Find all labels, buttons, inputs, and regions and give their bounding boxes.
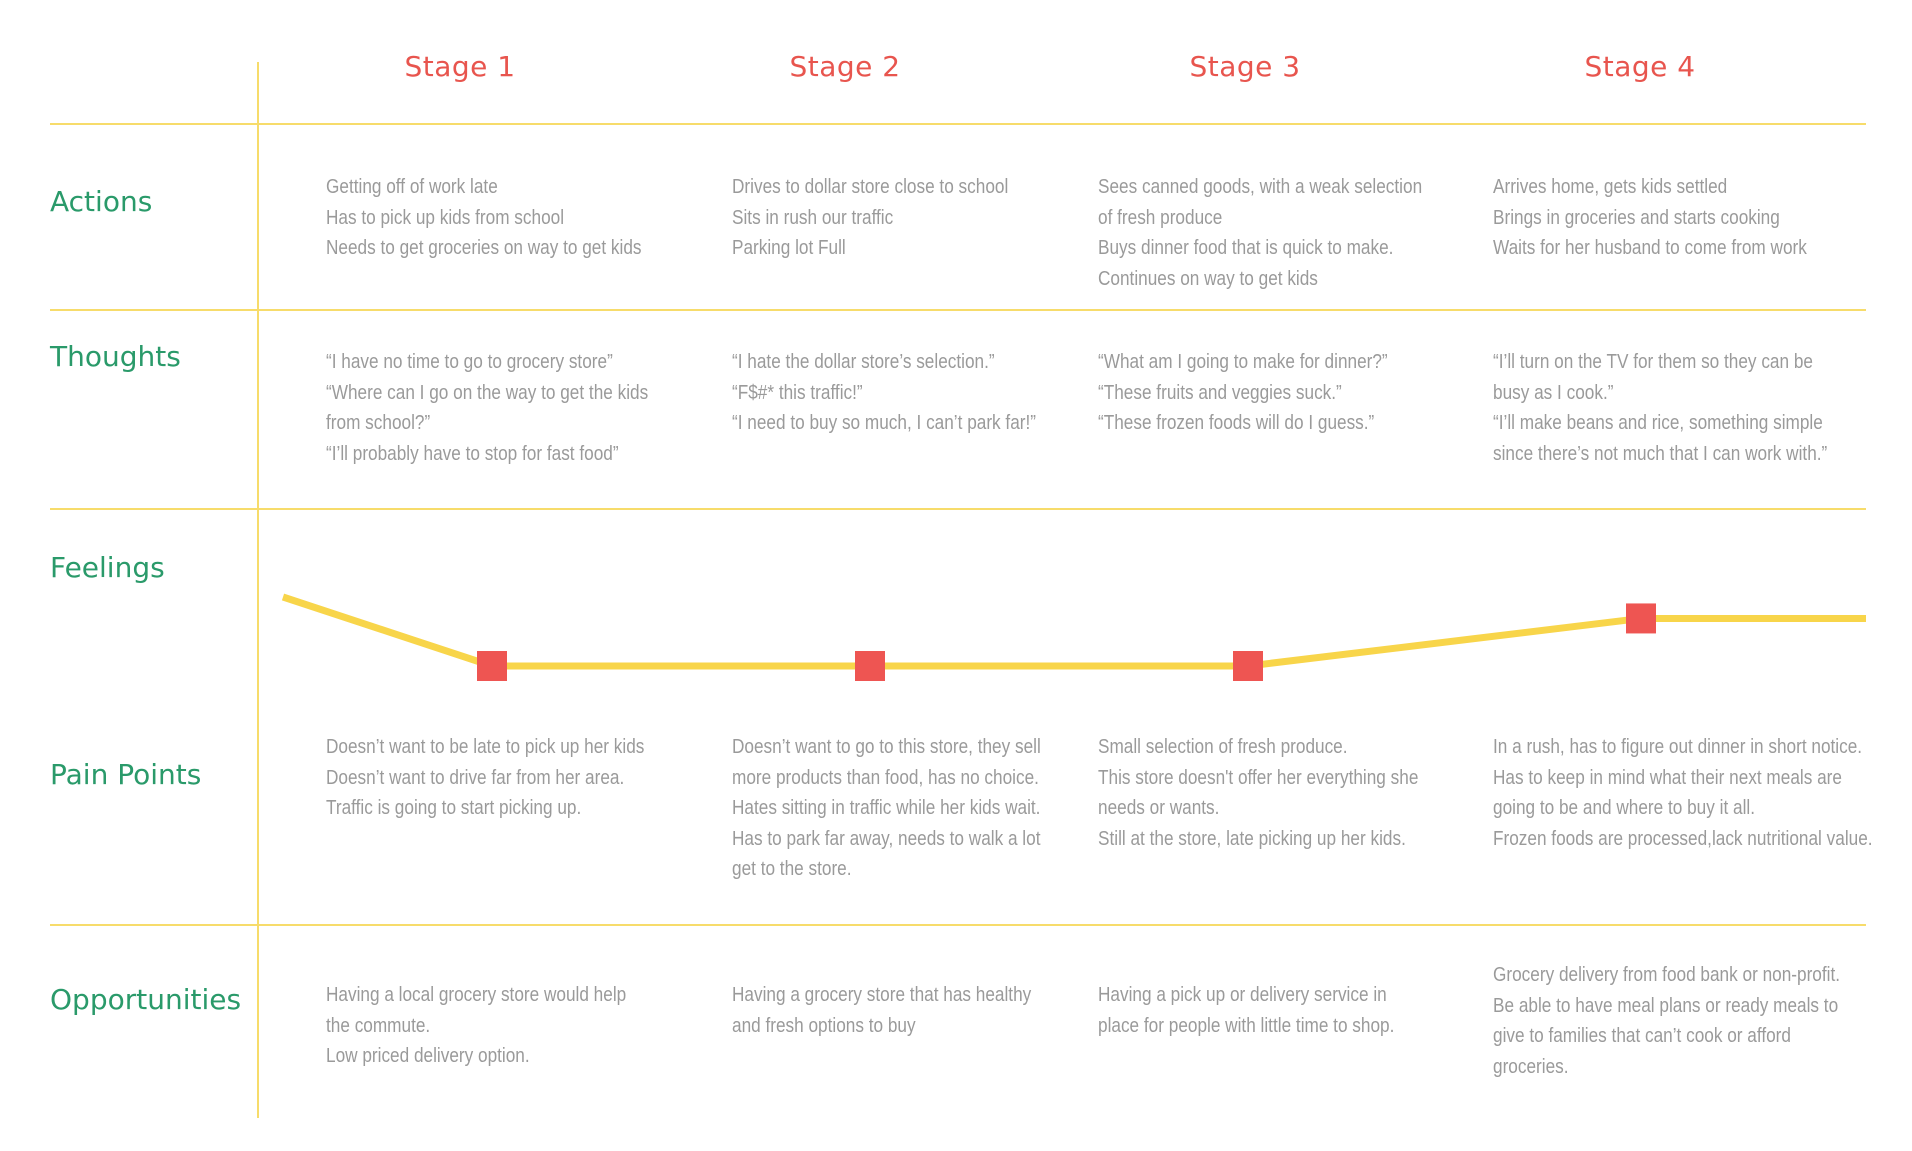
opportunities-stage-3 [1098, 980, 1394, 1041]
pain-points-stage-1-line: Doesn’t want to drive far from her area. [326, 766, 625, 789]
pain-points-stage-2 [732, 732, 1041, 885]
actions-stage-3-line: Buys dinner food that is quick to make. [1098, 237, 1394, 259]
opportunities-stage-3-line: place for people with little time to shop. [1098, 1014, 1395, 1037]
thoughts-stage-2-line: “I hate the dollar store’s selection.” [732, 351, 995, 373]
thoughts-stage-4-line: “I’ll turn on the TV for them so they can be [1493, 351, 1813, 373]
actions-stage-3-line: Continues on way to get kids [1098, 267, 1318, 290]
actions-stage-1-line: Getting off of work late [326, 176, 498, 198]
actions-stage-2-line: Sits in rush our traffic [732, 206, 894, 229]
stage-1-title: Stage 1 [404, 50, 516, 83]
pain-points-stage-4 [1493, 732, 1873, 854]
row-label-thoughts: Thoughts [50, 340, 181, 373]
actions-stage-4-line: Waits for her husband to come from work [1493, 237, 1807, 259]
opportunities-stage-4-line: groceries. [1493, 1055, 1569, 1078]
opportunities-stage-4-line: give to families that can’t cook or afford [1493, 1025, 1791, 1047]
thoughts-stage-1-line: from school?” [326, 412, 431, 434]
pain-points-stage-3-line: needs or wants. [1098, 797, 1220, 819]
actions-stage-1-line: Needs to get groceries on way to get kids [326, 237, 642, 259]
opportunities-stage-4 [1493, 960, 1840, 1082]
thoughts-stage-4-line: “I’ll make beans and rice, something simple [1493, 412, 1823, 434]
pain-points-stage-2-line: Has to park far away, needs to walk a lot [732, 827, 1041, 850]
thoughts-stage-3-line: “These fruits and veggies suck.” [1098, 381, 1342, 404]
opportunities-stage-2-line: and fresh options to buy [732, 1014, 916, 1037]
actions-stage-1-line: Has to pick up kids from school [326, 206, 565, 229]
feeling-marker-stage-4 [1626, 603, 1656, 633]
opportunities-stage-1-line: the commute. [326, 1014, 431, 1037]
pain-points-stage-4-line: In a rush, has to figure out dinner in short notice. [1493, 736, 1863, 758]
opportunities-stage-1-line: Having a local grocery store would help [326, 984, 627, 1006]
thoughts-stage-3-line: “These frozen foods will do I guess.” [1098, 412, 1375, 434]
pain-points-stage-3-line: Still at the store, late picking up her kids. [1098, 827, 1406, 850]
feeling-marker-stage-3 [1233, 651, 1263, 681]
thoughts-stage-4-line: busy as I cook.” [1493, 381, 1614, 404]
pain-points-stage-1-line: Doesn’t want to be late to pick up her kids [326, 736, 645, 758]
opportunities-stage-2 [732, 980, 1031, 1041]
thoughts-stage-2-line: “F$#* this traffic!” [732, 381, 863, 404]
opportunities-stage-4-line: Be able to have meal plans or ready meals to [1493, 994, 1839, 1017]
actions-stage-2-line: Drives to dollar store close to school [732, 176, 1009, 198]
actions-stage-2-line: Parking lot Full [732, 237, 846, 259]
thoughts-stage-2-line: “I need to buy so much, I can’t park far!” [732, 412, 1037, 434]
pain-points-stage-3 [1098, 732, 1418, 854]
pain-points-stage-3-line: This store doesn't offer her everything she [1098, 766, 1419, 789]
pain-points-stage-1-line: Traffic is going to start picking up. [326, 797, 582, 819]
thoughts-stage-1-line: “I have no time to go to grocery store” [326, 351, 613, 373]
feeling-marker-stage-1 [477, 651, 507, 681]
pain-points-stage-2-line: Hates sitting in traffic while her kids wait. [732, 797, 1041, 819]
actions-stage-3-line: of fresh produce [1098, 206, 1223, 229]
actions-stage-3-line: Sees canned goods, with a weak selection [1098, 176, 1423, 198]
opportunities-stage-1 [326, 980, 626, 1072]
opportunities-stage-3-line: Having a pick up or delivery service in [1098, 984, 1387, 1006]
opportunities-stage-2-line: Having a grocery store that has healthy [732, 984, 1032, 1006]
thoughts-stage-3-line: “What am I going to make for dinner?” [1098, 351, 1388, 373]
opportunities-stage-4-line: Grocery delivery from food bank or non-profit. [1493, 964, 1841, 986]
opportunities-stage-1-line: Low priced delivery option. [326, 1045, 530, 1067]
thoughts-stage-1-line: “Where can I go on the way to get the kids [326, 381, 649, 404]
thoughts-stage-1-line: “I’ll probably have to stop for fast food” [326, 442, 619, 465]
pain-points-stage-3-line: Small selection of fresh produce. [1098, 736, 1348, 758]
pain-points-stage-2-line: get to the store. [732, 858, 852, 880]
row-label-feelings: Feelings [50, 551, 165, 584]
pain-points-stage-2-line: Doesn’t want to go to this store, they sell [732, 736, 1041, 758]
pain-points-stage-1 [326, 732, 644, 824]
stage-3-title: Stage 3 [1189, 50, 1301, 83]
stage-4-title: Stage 4 [1584, 50, 1696, 83]
row-label-pain-points: Pain Points [50, 758, 202, 791]
pain-points-stage-2-line: more products than food, has no choice. [732, 766, 1039, 789]
actions-stage-4-line: Arrives home, gets kids settled [1493, 176, 1728, 198]
pain-points-stage-4-line: Frozen foods are processed,lack nutritional value. [1493, 827, 1873, 850]
pain-points-stage-4-line: going to be and where to buy it all. [1493, 797, 1756, 819]
thoughts-stage-4-line: since there’s not much that I can work with.” [1493, 442, 1828, 465]
pain-points-stage-4-line: Has to keep in mind what their next meals are [1493, 766, 1842, 789]
stage-2-title: Stage 2 [789, 50, 901, 83]
actions-stage-4-line: Brings in groceries and starts cooking [1493, 206, 1780, 229]
row-label-actions: Actions [50, 185, 153, 218]
feeling-marker-stage-2 [855, 651, 885, 681]
row-label-opportunities: Opportunities [50, 983, 242, 1016]
